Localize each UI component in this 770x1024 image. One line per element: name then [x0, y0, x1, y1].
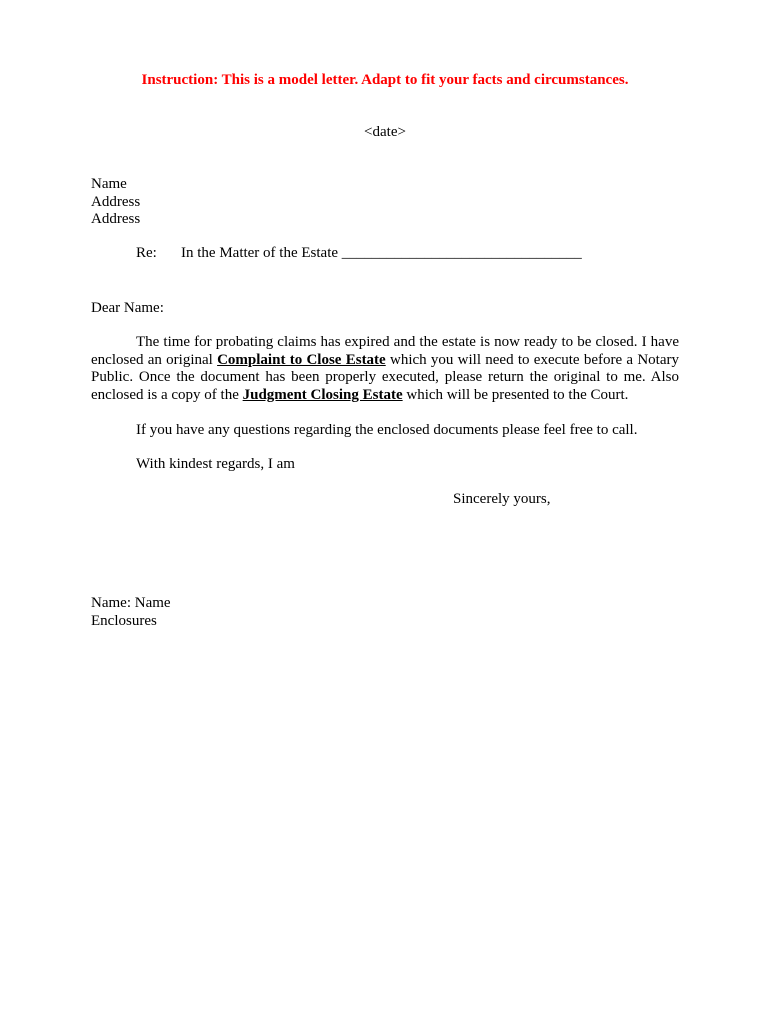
letter-date: <date> [364, 124, 406, 140]
re-label: Re: [136, 245, 157, 261]
addressee-name: Name [91, 176, 127, 192]
complaint-document-reference: Complaint to Close Estate [217, 351, 386, 368]
complimentary-closing: Sincerely yours, [453, 491, 551, 507]
re-line [136, 245, 582, 262]
re-text: In the Matter of the Estate ________________________________ [181, 245, 582, 261]
signature-block [91, 595, 171, 630]
addressee-address-line-2: Address [91, 211, 141, 227]
regards-line: With kindest regards, I am [136, 456, 295, 472]
body-text-part-3: which will be presented to the Court. [402, 386, 629, 403]
addressee-address-line-1: Address [91, 193, 141, 210]
judgment-document-reference: Judgment Closing Estate [242, 386, 403, 403]
body-text-part-1: The time for probating claims has expired and the estate is now ready to be closed. I have enclosed an original [91, 334, 679, 368]
salutation: Dear Name: [91, 300, 164, 316]
signature-name: Name: Name [91, 595, 171, 611]
questions-paragraph: If you have any questions regarding the enclosed documents please feel free to call. [136, 422, 638, 438]
body-text-part-2: which you will need to execute before a Notary Public. Once the document has been properly executed, please return the original to me. Also enclosed is a copy of the [91, 351, 679, 403]
addressee-block [91, 176, 140, 229]
body-paragraph [91, 334, 679, 404]
instruction-note: Instruction: This is a model letter. Adapt to fit your facts and circumstances. [141, 72, 629, 88]
enclosures-note: Enclosures [91, 612, 157, 629]
